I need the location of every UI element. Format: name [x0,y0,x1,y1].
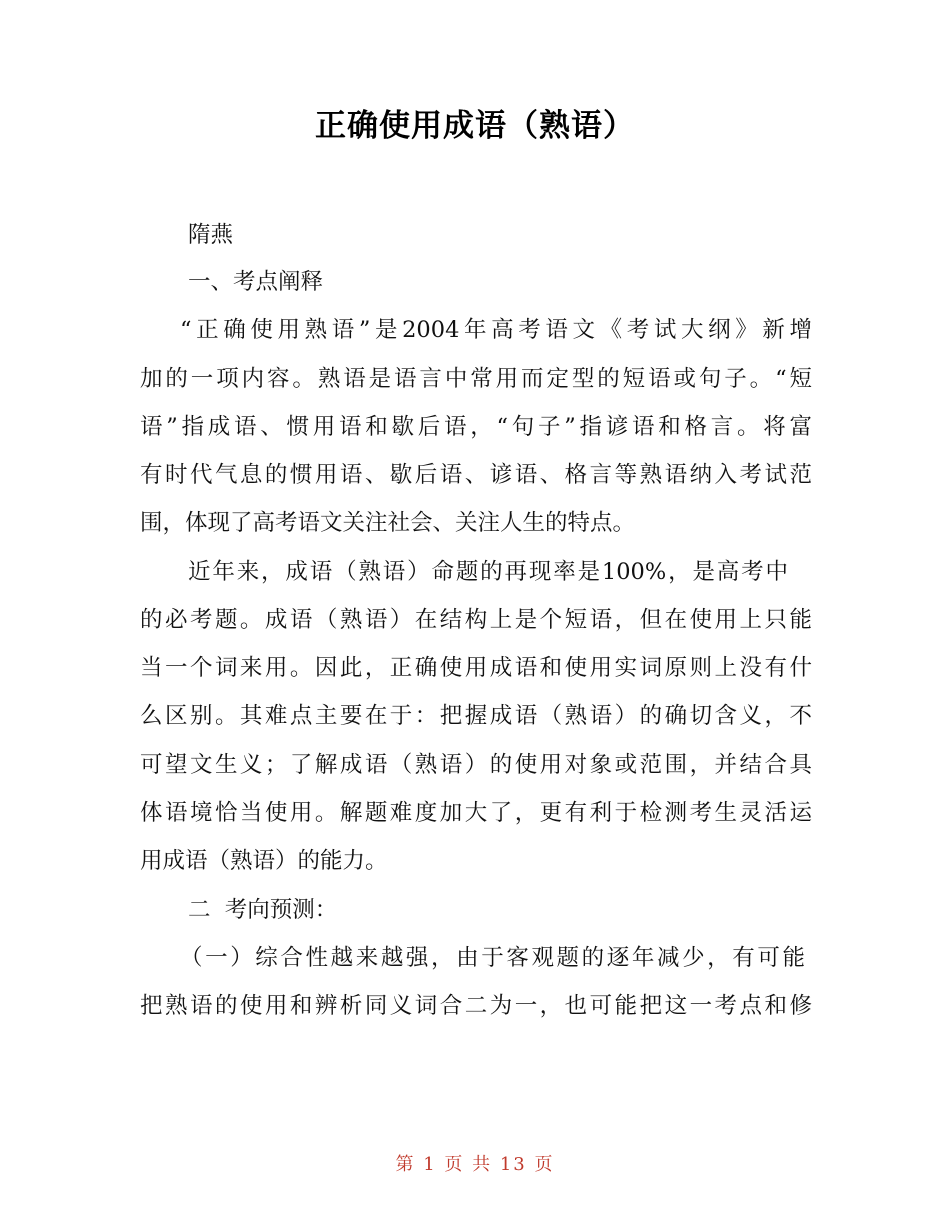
section-heading-2: 二 考向预测： [188,897,338,923]
paragraph-line: 加的一项内容。熟语是语言中常用而定型的短语或句子。“短 [140,366,812,392]
document-title: 正确使用成语（熟语） [315,108,635,144]
paragraph-line: 么区别。其难点主要在于：把握成语（熟语）的确切含义，不 [140,703,812,729]
author-name: 隋燕 [188,222,234,248]
paragraph-line: （一）综合性越来越强，由于客观题的逐年减少，有可能 [180,945,805,971]
paragraph-line: 当一个词来用。因此，正确使用成语和使用实词原则上没有什 [140,655,812,681]
paragraph-line: 的必考题。成语（熟语）在结构上是个短语，但在使用上只能 [140,607,812,633]
paragraph-line: 用成语（熟语）的能力。 [140,848,388,874]
section-heading-1: 一、考点阐释 [188,269,324,295]
paragraph-line: 可望文生义；了解成语（熟语）的使用对象或范围，并结合具 [140,752,812,778]
paragraph-line: 把熟语的使用和辨析同义词合二为一，也可能把这一考点和修 [140,993,812,1019]
paragraph-line: 围，体现了高考语文关注社会、关注人生的特点。 [140,510,636,536]
paragraph-line: 语”指成语、惯用语和歇后语，“句子”指谚语和格言。将富 [140,414,812,440]
page-number-footer: 第 1 页 共 13 页 [395,1154,555,1175]
paragraph-line: “正确使用熟语”是2004年高考语文《考试大纲》新增 [180,317,812,343]
paragraph-line: 体语境恰当使用。解题难度加大了，更有利于检测考生灵活运 [140,800,812,826]
paragraph-line: 近年来，成语（熟语）命题的再现率是100%，是高考中 [188,559,788,585]
paragraph-line: 有时代气息的惯用语、歇后语、谚语、格言等熟语纳入考试范 [140,462,812,488]
